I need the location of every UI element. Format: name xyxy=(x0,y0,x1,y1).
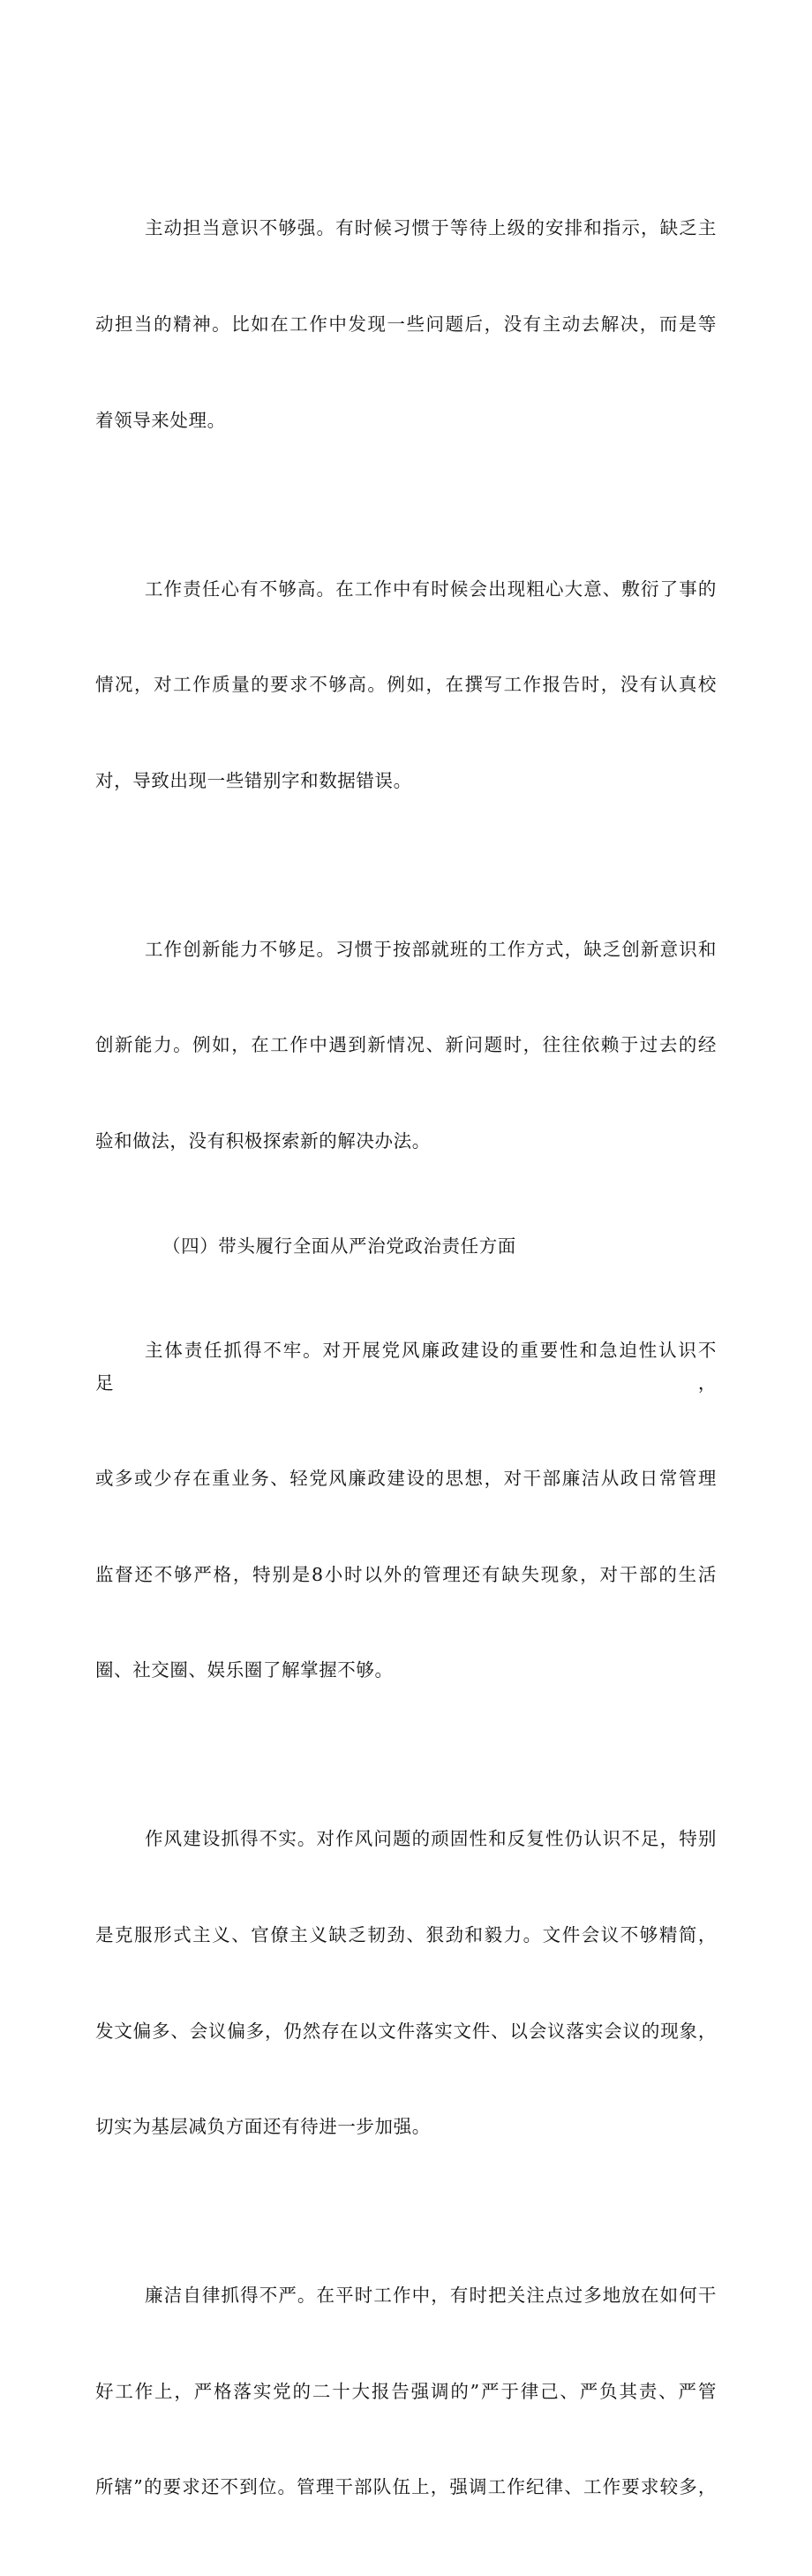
paragraph-line: 主体责任抓得不牢。对开展党风廉政建设的重要性和急迫性认识不足， xyxy=(95,1340,717,1394)
paragraph-line: 所辖”的要求还不到位。管理干部队伍上，强调工作纪律、工作要求较多， xyxy=(95,2476,717,2498)
paragraph-line: 对，导致出现一些错别字和数据错误。 xyxy=(95,769,412,791)
paragraph-line: 作风建设抓得不实。对作风问题的顽固性和反复性仍认识不足，特别 xyxy=(145,1828,717,1850)
document-body xyxy=(95,148,717,2576)
paragraph-line: 主动担当意识不够强。有时候习惯于等待上级的安排和指示，缺乏主 xyxy=(145,217,717,239)
paragraph-line: 是克服形式主义、官僚主义缺乏韧劲、狠劲和毅力。文件会议不够精简， xyxy=(95,1923,717,1945)
paragraph-line: 或多或少存在重业务、轻党风廉政建设的思想，对干部廉洁从政日常管理 xyxy=(95,1468,717,1490)
paragraph-responsibility xyxy=(95,509,717,860)
section-heading: （四）带头履行全面从严治党政治责任方面 xyxy=(162,1235,516,1257)
paragraph-line: 创新能力。例如，在工作中遇到新情况、新问题时，往往依赖于过去的经 xyxy=(95,1034,717,1056)
paragraph-initiative xyxy=(95,148,717,500)
paragraph-line: 切实为基层减负方面还有待进一步加强。 xyxy=(95,2116,431,2138)
paragraph-line: 监督还不够严格，特别是8小时以外的管理还有缺失现象，对干部的生活 xyxy=(95,1563,717,1585)
paragraph-line: 工作责任心有不够高。在工作中有时候会出现粗心大意、敷衍了事的 xyxy=(145,578,717,600)
paragraph-line: 圈、社交圈、娱乐圈了解掌握不够。 xyxy=(95,1659,394,1681)
paragraph-line: 工作创新能力不够足。习惯于按部就班的工作方式，缺乏创新意识和 xyxy=(145,938,717,960)
paragraph-line: 着领导来处理。 xyxy=(95,409,226,431)
paragraph-line: 廉洁自律抓得不严。在平时工作中，有时把关注点过多地放在如何干 xyxy=(145,2285,717,2307)
paragraph-integrity xyxy=(95,2216,717,2567)
paragraph-innovation xyxy=(95,869,717,1220)
paragraph-main-responsibility xyxy=(95,1271,717,1750)
paragraph-line: 发文偏多、会议偏多，仍然存在以文件落实文件、以会议落实会议的现象， xyxy=(95,2020,717,2042)
paragraph-line: 情况，对工作质量的要求不够高。例如，在撰写工作报告时，没有认真校 xyxy=(95,674,717,696)
paragraph-line: 好工作上，严格落实党的二十大报告强调的”严于律己、严负其责、严管 xyxy=(95,2380,717,2402)
paragraph-line: 验和做法，没有积极探索新的解决办法。 xyxy=(95,1130,431,1152)
paragraph-line: 动担当的精神。比如在工作中发现一些问题后，没有主动去解决，而是等 xyxy=(95,314,717,336)
paragraph-work-style xyxy=(95,1759,717,2207)
